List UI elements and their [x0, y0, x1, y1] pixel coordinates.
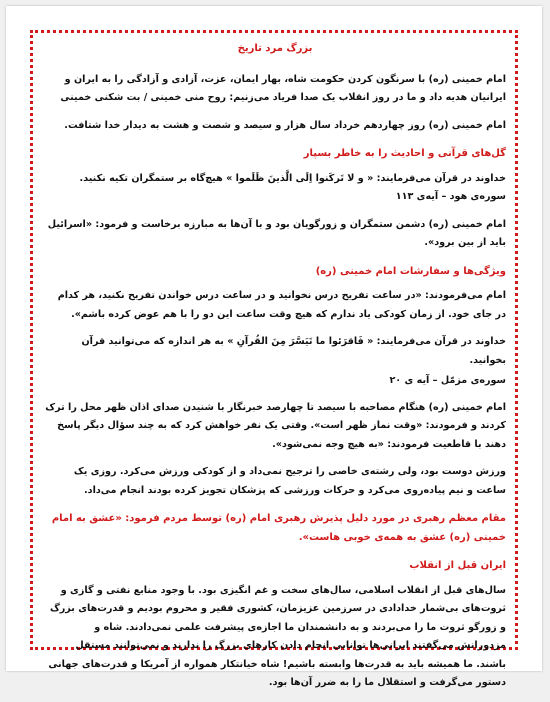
paragraph-8: ورزش دوست بود، ولی رشته‌ی خاصی را ترجیح نمی‌داد و از کودکی ورزش می‌کرد. روزی یک ساعت و نیم پیاده‌روی می‌کرد و حرکات ورزشی که پزشکان تجویز کرده بودند انجام می‌داد. — [73, 466, 506, 496]
paragraph-1: امام خمینی (ره) با سرنگون کردن حکومت شاه، بهار ایمان، عزت، آزادی و آزادگی را به ایران و ایرانیان هدیه داد و ما در روز انقلاب یک صدا فریاد می‌زنیم: روح منی خمینی / بت شکنی خمینی — [60, 73, 506, 103]
paragraph-7: امام خمینی (ره) هنگام مصاحبه با سیصد تا چهارصد خبرنگار با شنیدن صدای اذان ظهر محل را ترک کردند و فرمودند: «وقت نماز ظهر است». وقتی یک نفر خواهش کرد که به چند سؤال دیگر پاسخ دهند با قاطعیت فرمودند: «به هیچ وجه نمی‌شود». — [45, 401, 506, 450]
section-heading-leader-quote: مقام معظم رهبری در مورد دلیل پذیرش رهبری امام (ره) توسط مردم فرمود: «عشق به امام خمینی (ره) عشق به همه‌ی خوبی هاست». — [51, 513, 506, 543]
paragraph-2: امام خمینی (ره) روز چهاردهم خرداد سال هزار و سیصد و شصت و هشت به دیدار خدا شتافت. — [64, 119, 506, 131]
document-body — [44, 40, 506, 702]
paragraph-3: خداوند در قرآن می‌فرمایند: « و لا تَرکَنوا اِلَی الَّذینَ ظَلَموا » هیچ‌گاه بر ستمگران تکیه نکنید. سوره‌ی هود – آیه‌ی ۱۱۳ — [79, 172, 506, 202]
paragraph-9: سال‌های قبل از انقلاب اسلامی، سال‌های سخت و غم انگیزی بود. با وجود منابع نفتی و گازی و ثروت‌های بی‌شمار خدادادی در سرزمین عزیزمان، کشوری فقیر و محروم بودیم و قدرت‌های بزرگ و زورگو ثروت ما را می‌بردند و به دانشمندان ما اجازه‌ی پیشرفت علمی نمی‌دادند. شاه و مزدورانش می‌گفتند ایرانی‌ها توانایی انجام دادن کارهای بزرگ را ندارند و نمی‌توانند مستقل باشند. ما همیشه باید به قدرت‌ها وابسته باشیم! شاه خیانتکار همواره از آمریکا و قدرت‌های جهانی دستور می‌گرفت و استقلال ما را به ضرر آن‌ها بود. — [48, 584, 506, 688]
paragraph-5: امام می‌فرمودند: «در ساعت تفریح درس نخوانید و در ساعت درس خواندن تفریح نکنید، هر کدام در جای خود. از زمان کودکی یاد ندارم که هیچ وقت ساعت این دو را با هم عوض کرده باشم». — [57, 290, 506, 320]
section-heading-quran: گل‌های قرآنی و احادیث را به خاطر بسپار — [303, 148, 506, 159]
section-heading-iran-before-revolution: ایران قبل از انقلاب — [409, 560, 506, 571]
document-title: بزرگ مرد تاریخ — [237, 43, 313, 54]
section-heading-features: ویژگی‌ها و سفارشات امام خمینی (ره) — [315, 265, 506, 277]
document-page — [6, 6, 542, 688]
paragraph-4: امام خمینی (ره) دشمن ستمگران و زورگویان بود و با آن‌ها به مبارزه برخاست و فرمود: «اسرائیل باید از بین برود». — [47, 218, 506, 248]
verse-reference: سوره‌ی مزمّل – آیه ی ۲۰ — [389, 375, 506, 386]
paragraph-6: خداوند در قرآن می‌فرمایند: « فَاقرَئوا ما تَیَسَّرَ مِنَ القُرآنِ » به هر اندازه که می‌توانید قرآن بخوانید. — [81, 336, 506, 366]
